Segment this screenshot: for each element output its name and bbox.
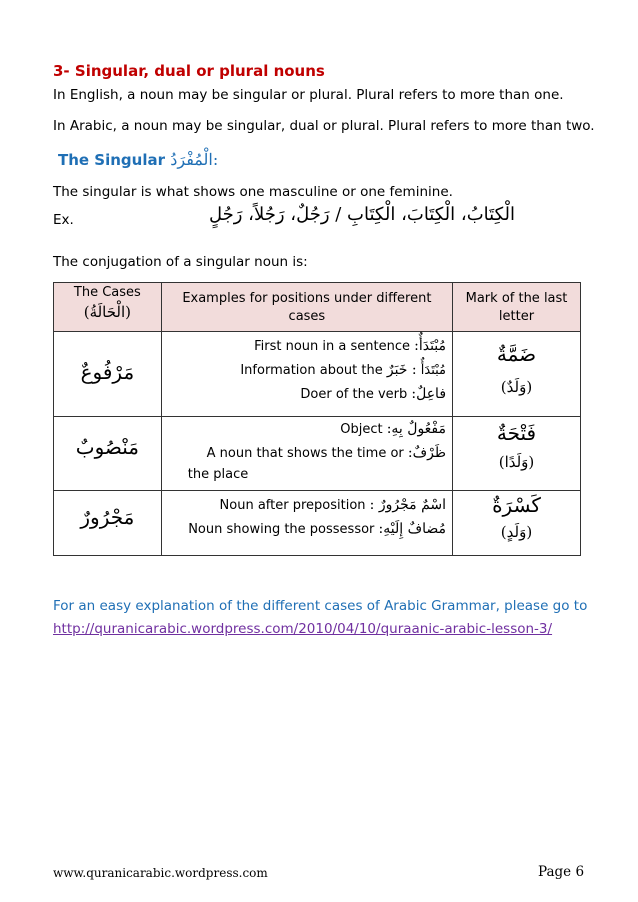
example-slash: / [329,204,348,225]
mark-name: كَسْرَةٌ [492,493,541,517]
header-examples: Examples for positions under different cases [161,283,452,332]
example-line: A noun that shows the time or :ظَرْفٌ [206,445,447,461]
case-cell [54,417,162,491]
example-sep: ، [284,204,297,225]
mark-cell [453,417,581,491]
header-mark: Mark of the last letter [453,283,581,332]
paragraph-conjugation-intro: The conjugation of a singular noun is: [53,254,308,270]
example-word-3: الْكِتَاب [347,204,396,225]
mark-example: (وَلَدًا) [498,453,535,471]
case-name: مَجْرُورٌ [80,505,135,529]
example-line: Object :مَفْعُولٌ بِهِ [340,421,447,437]
mark-name: ضَمَّةٌ [496,342,537,366]
subheading-en: The Singular [58,151,166,169]
mark-name: فَتْحَةٌ [496,421,537,445]
case-name: مَنْصُوبٌ [75,435,140,459]
case-cell [54,491,162,556]
examples-cell [161,491,452,556]
example-line: Doer of the verb :فاعِلٌ [300,386,447,402]
subheading-singular [58,150,218,169]
example-line: Information about the مُبْتَدَأٌ : خَبَرٌ [240,362,447,378]
mark-example: (وَلَدٍ) [500,523,533,541]
example-arabic [150,204,515,225]
example-word-5: رَجُل [253,204,285,225]
example-word-1: الْكِتَاب [466,204,515,225]
header-cases-en: The Cases [73,285,141,300]
example-word-4: رَجُل [296,204,330,225]
lesson-link[interactable]: http://quranicarabic.wordpress.com/2010/04/10/quraanic-arabic-lesson-3/ [53,621,553,637]
header-cases-ar: (الْحَالَةُ) [83,303,132,321]
paragraph-arabic: In Arabic, a noun may be singular, dual or plural. Plural refers to more than two. [53,118,595,134]
mark-example: (وَلَدٌ) [500,378,533,396]
footer-page-number: Page 6 [538,864,585,880]
example-sep: ، [395,204,407,225]
example-label: Ex. [53,212,74,228]
mark-cell [453,491,581,556]
example-sep: ، [242,204,254,225]
subheading-colon: : [212,150,219,169]
case-cell [54,332,162,417]
example-word-6: رَجُل [209,204,243,225]
example-line: the place [187,467,249,482]
grammar-note: For an easy explanation of the different cases of Arabic Grammar, please go to [53,598,588,614]
case-name: مَرْفُوعٌ [80,360,135,384]
section-heading: 3- Singular, dual or plural nouns [53,62,325,80]
example-sep: ، [455,204,467,225]
header-cases [54,283,162,332]
example-line: Noun after preposition : اسْمٌ مَجْرُورٌ [219,497,447,513]
table-row [54,332,581,417]
example-line: Noun showing the possessor :مُضافٌ إِلَيْهِ [188,521,447,537]
examples-cell [161,332,452,417]
paragraph-english: In English, a noun may be singular or plural. Plural refers to more than one. [53,87,564,103]
mark-cell [453,332,581,417]
table-row [54,491,581,556]
table-header-row [54,283,581,332]
cases-table [53,282,581,556]
examples-cell [161,417,452,491]
table-row [54,417,581,491]
example-line: First noun in a sentence :مُبْتَدَأٌ [254,338,447,354]
example-word-2: الْكِتَاب [406,204,456,225]
footer-site: www.quranicarabic.wordpress.com [53,866,268,880]
subheading-ar: الْمُفْرَدُ [170,150,213,169]
paragraph-singular-definition: The singular is what shows one masculine or one feminine. [53,184,453,200]
